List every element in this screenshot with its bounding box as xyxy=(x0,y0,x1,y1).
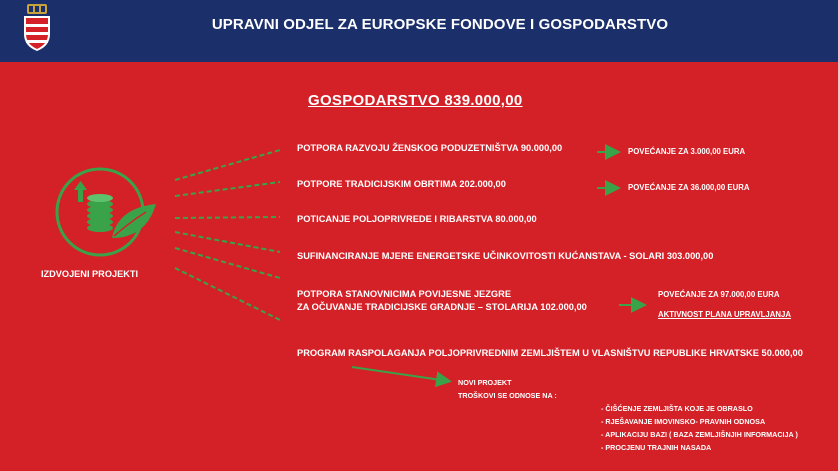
project-2-note: POVEĆANJE ZA 36.000,00 EURA xyxy=(628,183,750,192)
project-5-note-link: AKTIVNOST PLANA UPRAVLJANJA xyxy=(658,310,791,319)
project-5-note: POVEĆANJE ZA 97.000,00 EURA xyxy=(658,290,780,299)
new-project-item: - APLIKACIJU BAZI ( BAZA ZEMLJIŠNJIH INFORMACIJA ) xyxy=(601,430,798,439)
project-3-label: POTICANJE POLJOPRIVREDE I RIBARSTVA 80.000,00 xyxy=(297,214,537,224)
project-1-note: POVEĆANJE ZA 3.000,00 EURA xyxy=(628,147,746,156)
new-project-item: - RJEŠAVANJE IMOVINSKO- PRAVNIH ODNOSA xyxy=(601,417,766,426)
new-project-item: - ČIŠĆENJE ZEMLJIŠTA KOJE JE OBRASLO xyxy=(601,404,753,413)
new-project-title: NOVI PROJEKT xyxy=(458,378,512,387)
header-title: UPRAVNI ODJEL ZA EUROPSKE FONDOVE I GOSPODARSTVO xyxy=(211,16,669,33)
coins-leaf-icon xyxy=(57,169,156,255)
project-6-label: PROGRAM RASPOLAGANJA POLJOPRIVREDNIM ZEMLJIŠTEM U VLASNIŠTVU REPUBLIKE HRVATSKE 50.000,00 xyxy=(297,348,803,358)
project-5-label-line1: POTPORA STANOVNICIMA POVIJESNE JEZGRE xyxy=(297,289,512,299)
arrow-right-icon xyxy=(352,367,448,381)
connector-line xyxy=(175,150,280,180)
page-title: GOSPODARSTVO 839.000,00 xyxy=(308,92,523,109)
project-2-label: POTPORE TRADICIJSKIM OBRTIMA 202.000,00 xyxy=(297,179,506,189)
project-5-label-line2: ZA OČUVANJE TRADICIJSKE GRADNJE – STOLARIJA 102.000,00 xyxy=(297,302,587,312)
new-project-subtitle: TROŠKOVI SE ODNOSE NA : xyxy=(458,391,557,400)
featured-projects-label: IZDVOJENI PROJEKTI xyxy=(41,269,138,279)
project-5-label xyxy=(297,288,587,314)
project-4-label: SUFINANCIRANJE MJERE ENERGETSKE UČINKOVITOSTI KUĆANSTAVA - SOLARI 303.000,00 xyxy=(297,251,714,261)
project-1-label: POTPORA RAZVOJU ŽENSKOG PODUZETNIŠTVA 90.000,00 xyxy=(297,143,563,153)
new-project-item: - PROCJENU TRAJNIH NASADA xyxy=(601,443,712,452)
